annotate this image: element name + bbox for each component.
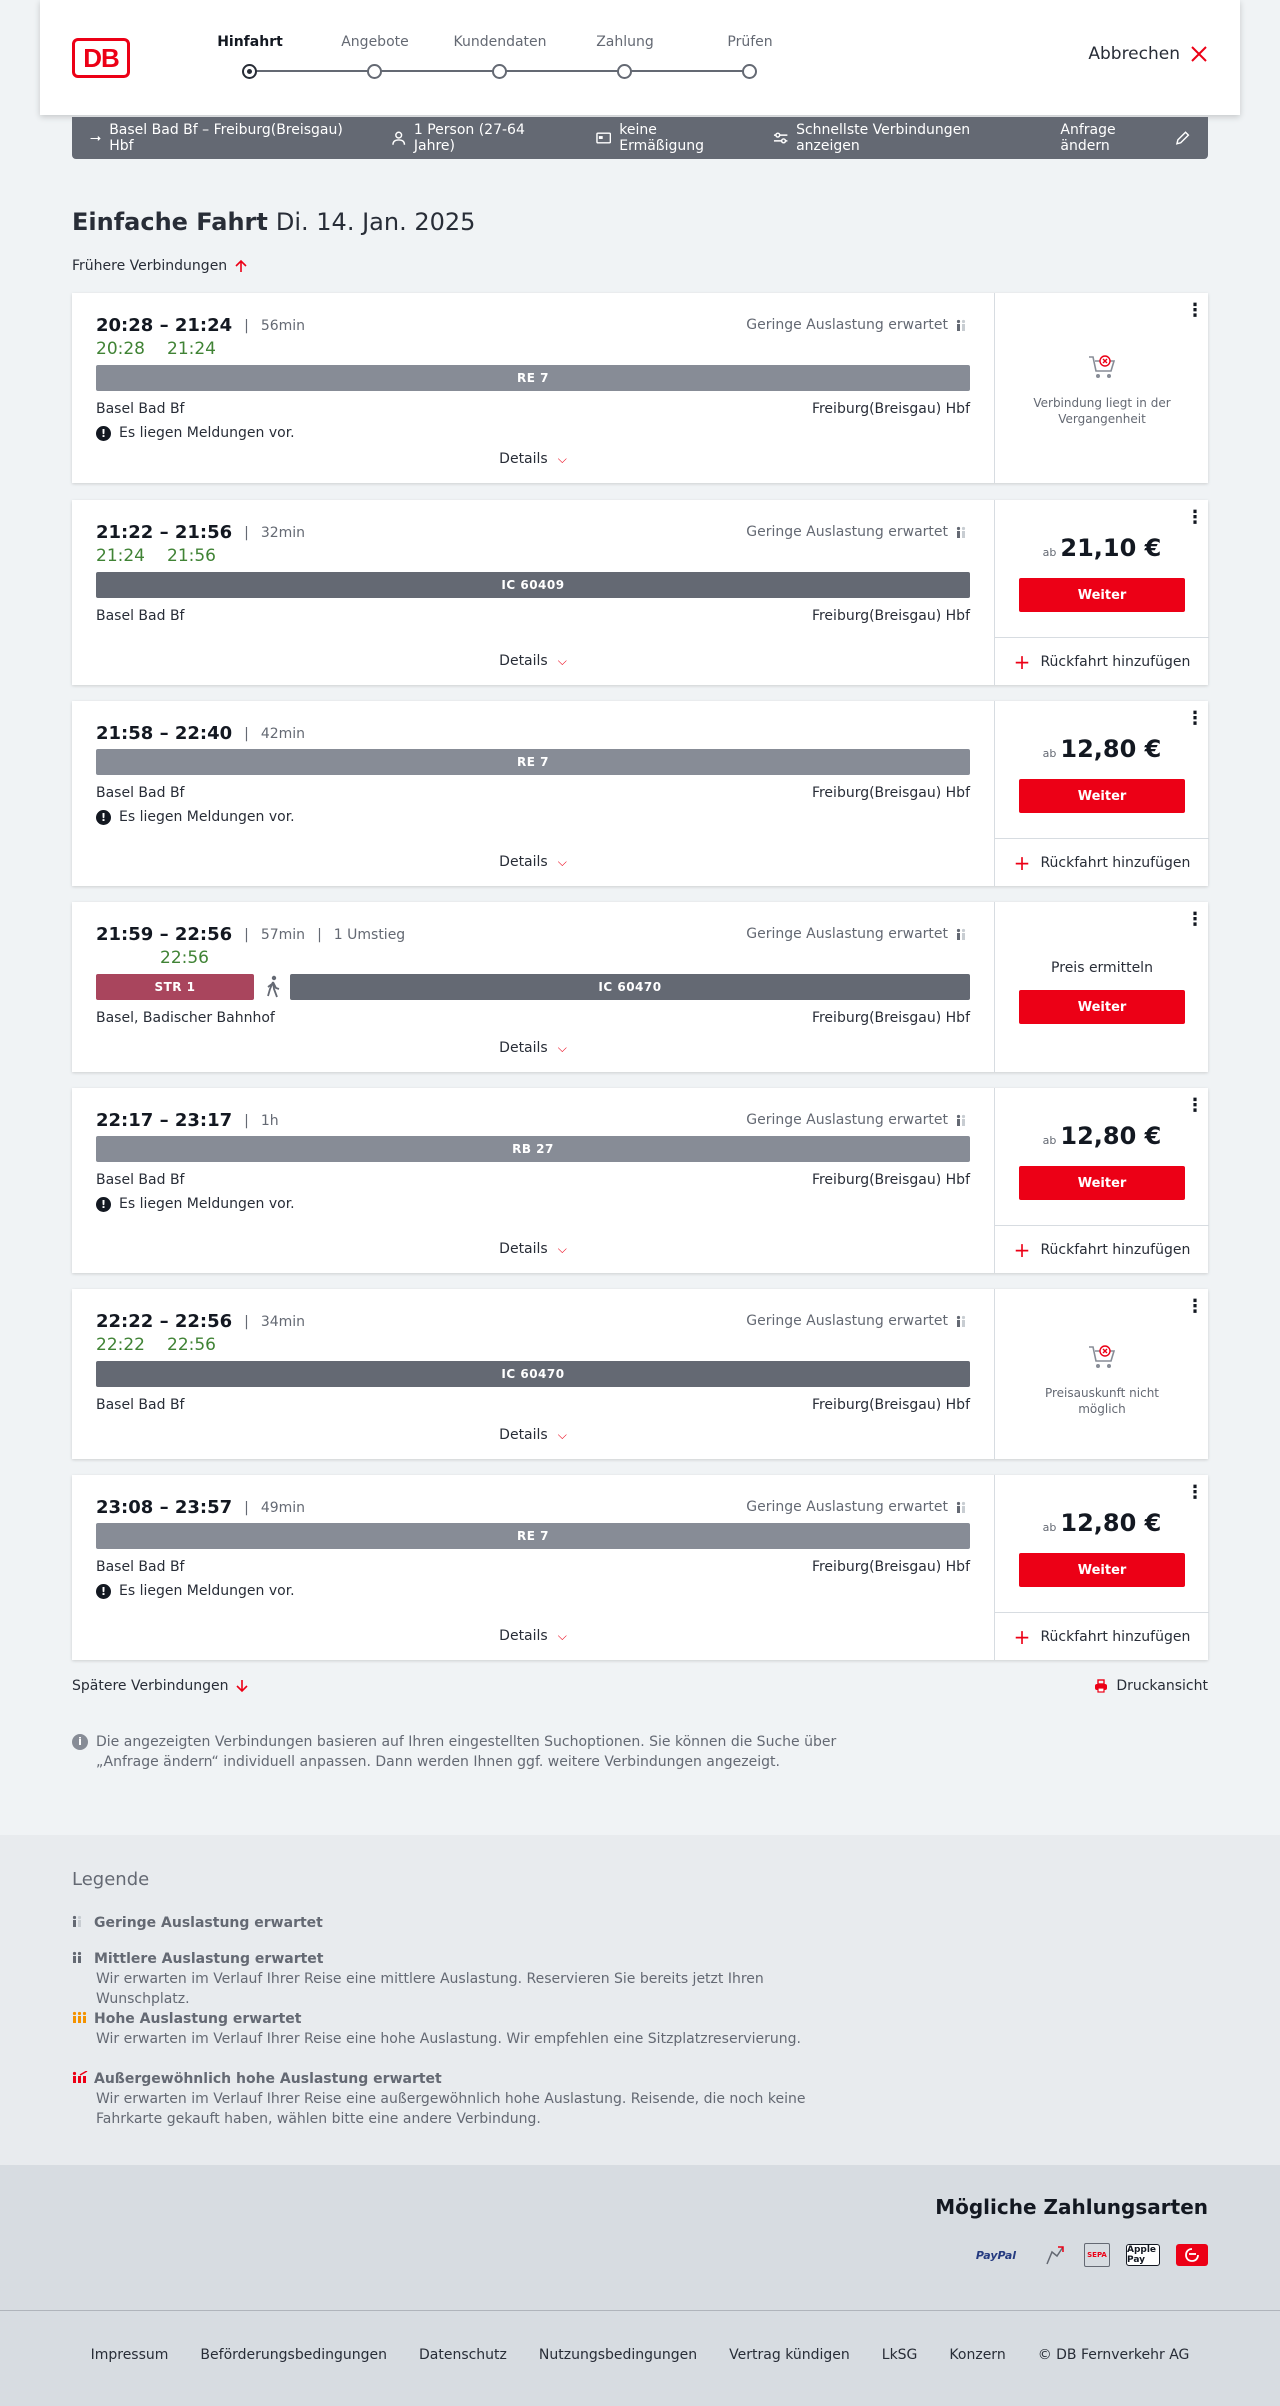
arrow-up-icon	[235, 259, 247, 273]
train-bar: RB 27	[96, 1136, 970, 1162]
connection-times	[96, 1311, 305, 1332]
train-bar: RE 7	[96, 365, 970, 391]
route-summary	[90, 122, 360, 154]
progress-steps	[210, 34, 773, 84]
load-label: Geringe Auslastung erwartet	[746, 317, 948, 333]
connection-card	[72, 701, 1208, 886]
duration: 1h	[260, 1112, 279, 1129]
offer-panel	[994, 902, 1208, 1072]
price-value: 12,80 €	[1060, 1122, 1162, 1150]
continue-button[interactable]: Weiter	[1019, 779, 1185, 813]
load-label: Geringe Auslastung erwartet	[746, 926, 948, 942]
high-load-icon	[72, 2009, 88, 2029]
more-options-icon[interactable]: ⋮	[1186, 507, 1204, 528]
footer	[0, 2310, 1280, 2406]
load-label: Geringe Auslastung erwartet	[746, 524, 948, 540]
continue-button[interactable]: Weiter	[1019, 578, 1185, 612]
alert-icon: !	[96, 810, 111, 825]
realtime-times	[96, 339, 238, 359]
departure-station: Basel Bad Bf	[96, 1397, 185, 1413]
step-dot	[742, 64, 757, 79]
details-toggle[interactable]	[72, 1628, 994, 1644]
offer-panel	[994, 701, 1208, 886]
more-options-icon[interactable]: ⋮	[1186, 1095, 1204, 1116]
realtime-arrival: 22:56	[167, 1335, 216, 1355]
connection-details-area[interactable]	[72, 293, 994, 483]
separator: |	[244, 1313, 249, 1330]
trip-type: Einfache Fahrt	[72, 208, 268, 236]
load-indicator	[746, 1112, 970, 1128]
close-icon	[1190, 45, 1208, 63]
card-icon	[596, 132, 611, 144]
connection-times	[96, 1497, 305, 1518]
offer-panel	[994, 1475, 1208, 1660]
continue-button[interactable]: Weiter	[1019, 1553, 1185, 1587]
details-label: Details	[499, 1241, 548, 1257]
time-range: 20:28 – 21:24	[96, 315, 233, 336]
realtime-times	[96, 948, 231, 968]
price	[995, 1509, 1209, 1537]
price-status-text: Preisauskunft nicht möglich	[1044, 1386, 1160, 1416]
apple-pay-icon: Apple Pay	[1126, 2244, 1160, 2266]
price-value: 12,80 €	[1060, 1509, 1162, 1537]
connection-details-area[interactable]	[72, 902, 994, 1072]
alert-icon: !	[96, 1197, 111, 1212]
messages-label: Es liegen Meldungen vor.	[119, 809, 295, 825]
details-label: Details	[499, 1628, 548, 1644]
legend-item-title: Geringe Auslastung erwartet	[94, 1915, 323, 1931]
cart-unavailable-icon	[1087, 353, 1117, 381]
footer-link[interactable]: Impressum	[90, 2347, 169, 2363]
arrival-station: Freiburg(Breisgau) Hbf	[811, 1397, 970, 1413]
step-dot	[617, 64, 632, 79]
earlier-label: Frühere Verbindungen	[72, 258, 228, 274]
realtime-arrival: 21:56	[167, 546, 216, 566]
messages-notice	[96, 425, 295, 441]
print-view-link[interactable]	[1094, 1678, 1208, 1694]
details-label: Details	[499, 653, 548, 669]
details-label: Details	[499, 1427, 548, 1443]
change-request-label: Anfrage ändern	[1060, 122, 1116, 154]
step-kundendaten	[445, 34, 555, 56]
duration: 34min	[260, 1313, 306, 1330]
info-icon: i	[72, 1734, 88, 1750]
arrow-down-icon	[236, 1679, 248, 1693]
chevron-down-icon: ⌵	[557, 855, 567, 869]
later-connections-link[interactable]	[72, 1678, 248, 1694]
chevron-down-icon: ⌵	[557, 654, 567, 668]
realtime-arrival: 21:24	[167, 339, 216, 359]
passenger-summary	[392, 122, 563, 154]
search-summary-bar	[72, 117, 1208, 159]
price-prefix: ab	[1042, 747, 1057, 760]
return-label: Rückfahrt hinzufügen	[1040, 1241, 1191, 1258]
step-angebote	[320, 34, 430, 56]
departure-station: Basel Bad Bf	[96, 1559, 185, 1575]
footer-link[interactable]: LkSG	[881, 2347, 918, 2363]
duration: 57min	[260, 926, 306, 943]
details-toggle[interactable]	[72, 1427, 994, 1443]
low-load-icon	[956, 928, 970, 940]
train-bar: IC 60409	[96, 572, 970, 598]
time-range: 23:08 – 23:57	[96, 1497, 233, 1518]
alert-icon: !	[96, 1584, 111, 1599]
messages-notice	[96, 1583, 295, 1599]
low-load-icon	[956, 1315, 970, 1327]
realtime-departure: 22:22	[96, 1335, 145, 1355]
realtime-departure: 21:24	[96, 546, 145, 566]
connection-card	[72, 1475, 1208, 1660]
step-zahlung	[570, 34, 680, 56]
departure-station: Basel, Badischer Bahnhof	[96, 1010, 275, 1026]
duration: 42min	[260, 725, 306, 742]
plus-icon: +	[1013, 1624, 1031, 1649]
details-toggle[interactable]	[72, 451, 994, 467]
load-label: Geringe Auslastung erwartet	[746, 1313, 948, 1329]
details-toggle[interactable]	[72, 854, 994, 870]
legend-item-title: Mittlere Auslastung erwartet	[94, 1951, 324, 1967]
payment-title: Mögliche Zahlungsarten	[935, 2195, 1208, 2219]
footer-links	[0, 2347, 1280, 2363]
details-label: Details	[499, 854, 548, 870]
plus-icon: +	[1013, 649, 1031, 674]
price-value: 21,10 €	[1060, 534, 1162, 562]
departure-station: Basel Bad Bf	[96, 1172, 185, 1188]
price-prefix: ab	[1042, 1521, 1057, 1534]
cancel-button[interactable]	[1088, 44, 1208, 64]
chevron-down-icon: ⌵	[557, 452, 567, 466]
filter-summary	[773, 122, 1029, 154]
more-options-icon[interactable]: ⋮	[1186, 1296, 1204, 1317]
messages-notice	[96, 1196, 295, 1212]
connection-times	[96, 723, 305, 744]
details-toggle[interactable]	[72, 1040, 994, 1056]
trip-date: Di. 14. Jan. 2025	[275, 208, 476, 236]
offer-panel	[994, 1289, 1208, 1459]
legend-high	[72, 2009, 852, 2049]
connection-times	[96, 315, 305, 336]
price	[995, 1122, 1209, 1150]
connection-times	[96, 1110, 279, 1131]
details-label: Details	[499, 451, 548, 467]
price-status-text: Verbindung liegt in der Vergangenheit	[1033, 396, 1171, 426]
header	[40, 0, 1240, 115]
connection-times	[96, 924, 405, 945]
legend-item-text: Wir erwarten im Verlauf Ihrer Reise eine hohe Auslastung. Wir empfehlen eine Sitzplatzreservierung.	[96, 2031, 801, 2047]
cancel-label: Abbrechen	[1088, 44, 1180, 64]
time-range: 22:22 – 22:56	[96, 1311, 233, 1332]
details-toggle[interactable]	[72, 1241, 994, 1257]
step-label: Kundendaten	[453, 34, 547, 50]
add-return-button[interactable]	[995, 637, 1209, 685]
time-range: 22:17 – 23:17	[96, 1110, 233, 1131]
step-label: Zahlung	[596, 34, 654, 50]
passenger-text: 1 Person (27-64 Jahre)	[413, 122, 525, 154]
train-bar: IC 60470	[96, 1361, 970, 1387]
connection-details-area[interactable]	[72, 701, 994, 886]
price-value: 12,80 €	[1060, 735, 1162, 763]
connection-times	[96, 522, 305, 543]
legend-item-title: Außergewöhnlich hohe Auslastung erwartet	[94, 2071, 442, 2087]
footer-link[interactable]: Datenschutz	[418, 2347, 507, 2363]
return-label: Rückfahrt hinzufügen	[1040, 653, 1191, 670]
legend-low	[72, 1913, 852, 1933]
legend-extreme	[72, 2069, 852, 2129]
filter-icon	[773, 132, 788, 144]
step-label: Prüfen	[727, 34, 773, 50]
load-indicator	[746, 926, 970, 942]
footer-link[interactable]: Nutzungsbedingungen	[538, 2347, 698, 2363]
connection-details-area[interactable]	[72, 1088, 994, 1273]
connection-card	[72, 500, 1208, 685]
step-label: Angebote	[341, 34, 409, 50]
realtime-times	[96, 1335, 238, 1355]
offer-panel	[994, 500, 1208, 685]
load-label: Geringe Auslastung erwartet	[746, 1499, 948, 1515]
more-options-icon[interactable]: ⋮	[1186, 1482, 1204, 1503]
step-hinfahrt	[195, 34, 305, 56]
step-dot	[242, 64, 257, 79]
train-bar: IC 60470	[290, 974, 970, 1000]
cart-unavailable-icon	[1087, 1343, 1117, 1371]
tram-bar: STR 1	[96, 974, 254, 1000]
realtime-departure: 20:28	[96, 339, 145, 359]
credit-card-icon	[1176, 2244, 1208, 2266]
earlier-connections-link[interactable]	[72, 258, 247, 274]
person-icon	[392, 131, 405, 145]
separator: |	[244, 524, 249, 541]
print-label: Druckansicht	[1116, 1678, 1208, 1694]
page-title	[72, 208, 475, 236]
db-logo[interactable]: DB	[72, 38, 130, 78]
later-label: Spätere Verbindungen	[72, 1678, 229, 1694]
price	[995, 735, 1209, 763]
low-load-icon	[72, 1913, 88, 1933]
details-toggle[interactable]	[72, 653, 994, 669]
extreme-load-icon	[72, 2069, 88, 2089]
duration: 49min	[260, 1499, 306, 1516]
chevron-down-icon: ⌵	[557, 1629, 567, 1643]
chevron-down-icon: ⌵	[557, 1428, 567, 1442]
details-label: Details	[499, 1040, 548, 1056]
low-load-icon	[956, 1114, 970, 1126]
load-indicator	[746, 1313, 970, 1329]
return-label: Rückfahrt hinzufügen	[1040, 1628, 1191, 1645]
connection-details-area[interactable]	[72, 500, 994, 685]
more-options-icon[interactable]: ⋮	[1186, 708, 1204, 729]
footer-link[interactable]: Vertrag kündigen	[729, 2347, 850, 2363]
time-range: 21:59 – 22:56	[96, 924, 233, 945]
add-return-button[interactable]	[995, 1612, 1209, 1660]
discount-summary	[596, 122, 741, 154]
load-indicator	[746, 524, 970, 540]
change-request-button[interactable]	[1060, 122, 1190, 154]
duration: 56min	[260, 317, 306, 334]
filter-text: Schnellste Verbindungen anzeigen	[796, 122, 971, 154]
separator: |	[244, 317, 249, 334]
alert-icon: !	[96, 426, 111, 441]
paypal-icon: PayPal	[975, 2248, 1017, 2262]
info-note	[72, 1732, 852, 1772]
duration: 32min	[260, 524, 306, 541]
arrival-station: Freiburg(Breisgau) Hbf	[811, 608, 970, 624]
offer-panel	[994, 1088, 1208, 1273]
step-label: Hinfahrt	[217, 34, 283, 50]
separator: |	[317, 926, 322, 943]
arrival-station: Freiburg(Breisgau) Hbf	[811, 401, 970, 417]
load-indicator	[746, 317, 970, 333]
connection-details-area[interactable]	[72, 1475, 994, 1660]
transfers: 1 Umstieg	[333, 926, 406, 943]
train-bar: RE 7	[96, 1523, 970, 1549]
load-label: Geringe Auslastung erwartet	[746, 1112, 948, 1128]
pencil-icon	[1175, 130, 1190, 146]
low-load-icon	[956, 1501, 970, 1513]
medium-load-icon	[72, 1949, 88, 1969]
direct-debit-icon	[1042, 2243, 1068, 2267]
legend-title: Legende	[72, 1869, 150, 1890]
arrival-station: Freiburg(Breisgau) Hbf	[811, 1172, 970, 1188]
footer-link[interactable]: Konzern	[949, 2347, 1006, 2363]
discount-text: keine Ermäßigung	[619, 122, 705, 154]
separator: |	[244, 926, 249, 943]
arrival-station: Freiburg(Breisgau) Hbf	[811, 785, 970, 801]
connection-details-area[interactable]	[72, 1289, 994, 1459]
chevron-down-icon: ⌵	[557, 1041, 567, 1055]
return-label: Rückfahrt hinzufügen	[1040, 854, 1191, 871]
train-bar: RE 7	[96, 749, 970, 775]
step-dot	[367, 64, 382, 79]
continue-button[interactable]: Weiter	[1019, 1166, 1185, 1200]
more-options-icon[interactable]: ⋮	[1186, 909, 1204, 930]
legend-item-text: Wir erwarten im Verlauf Ihrer Reise eine außergewöhnlich hohe Auslastung. Reisende, die noch keine Fahrkarte gekauft haben, wählen bitte eine andere Verbindung.	[96, 2091, 806, 2127]
messages-notice	[96, 809, 295, 825]
more-options-icon[interactable]: ⋮	[1186, 300, 1204, 321]
departure-station: Basel Bad Bf	[96, 785, 185, 801]
messages-label: Es liegen Meldungen vor.	[119, 1196, 295, 1212]
arrival-station: Freiburg(Breisgau) Hbf	[811, 1559, 970, 1575]
info-text: Die angezeigten Verbindungen basieren auf Ihren eingestellten Suchoptionen. Sie können die Suche über „Anfrage ändern“ individuell anpassen. Dann werden Ihnen ggf. weitere Verbindungen angezeigt.	[96, 1734, 837, 1770]
separator: |	[244, 725, 249, 742]
add-return-button[interactable]	[995, 838, 1209, 886]
realtime-times	[96, 546, 238, 566]
arrival-station: Freiburg(Breisgau) Hbf	[811, 1010, 970, 1026]
walking-icon	[264, 975, 282, 999]
plus-icon: +	[1013, 1237, 1031, 1262]
messages-label: Es liegen Meldungen vor.	[119, 425, 295, 441]
plus-icon: +	[1013, 850, 1031, 875]
low-load-icon	[956, 526, 970, 538]
legend-section	[0, 1835, 1280, 2165]
separator: |	[244, 1112, 249, 1129]
legend-item-title: Hohe Auslastung erwartet	[94, 2011, 302, 2027]
low-load-icon	[956, 319, 970, 331]
price	[995, 534, 1209, 562]
time-range: 21:22 – 21:56	[96, 522, 233, 543]
connection-card	[72, 1289, 1208, 1459]
arrow-right-icon: ⭢	[90, 130, 102, 146]
separator: |	[244, 1499, 249, 1516]
step-dot	[492, 64, 507, 79]
price-prefix: ab	[1042, 1134, 1057, 1147]
departure-station: Basel Bad Bf	[96, 608, 185, 624]
add-return-button[interactable]	[995, 1225, 1209, 1273]
connection-card	[72, 902, 1208, 1072]
price-calc-label: Preis ermitteln	[1051, 960, 1153, 976]
departure-station: Basel Bad Bf	[96, 401, 185, 417]
legend-medium	[72, 1949, 852, 2009]
offer-panel	[994, 293, 1208, 483]
time-range: 21:58 – 22:40	[96, 723, 233, 744]
chevron-down-icon: ⌵	[557, 1242, 567, 1256]
load-indicator	[746, 1499, 970, 1515]
step-pruefen	[695, 34, 805, 56]
footer-link[interactable]: © DB Fernverkehr AG	[1037, 2347, 1190, 2363]
payment-section	[0, 2165, 1280, 2310]
realtime-arrival: 22:56	[160, 948, 209, 968]
sepa-icon: SEPA	[1084, 2243, 1110, 2267]
connection-card	[72, 1088, 1208, 1273]
messages-label: Es liegen Meldungen vor.	[119, 1583, 295, 1599]
legend-item-text: Wir erwarten im Verlauf Ihrer Reise eine mittlere Auslastung. Reservieren Sie bereits jetzt Ihren Wunschplatz.	[96, 1971, 764, 2007]
footer-link[interactable]: Beförderungsbedingungen	[200, 2347, 387, 2363]
printer-icon	[1094, 1679, 1108, 1693]
price-prefix: ab	[1042, 546, 1057, 559]
continue-button[interactable]: Weiter	[1019, 990, 1185, 1024]
route-text: Basel Bad Bf – Freiburg(Breisgau) Hbf	[109, 122, 343, 154]
payment-methods	[966, 2243, 1208, 2267]
connection-card	[72, 293, 1208, 483]
